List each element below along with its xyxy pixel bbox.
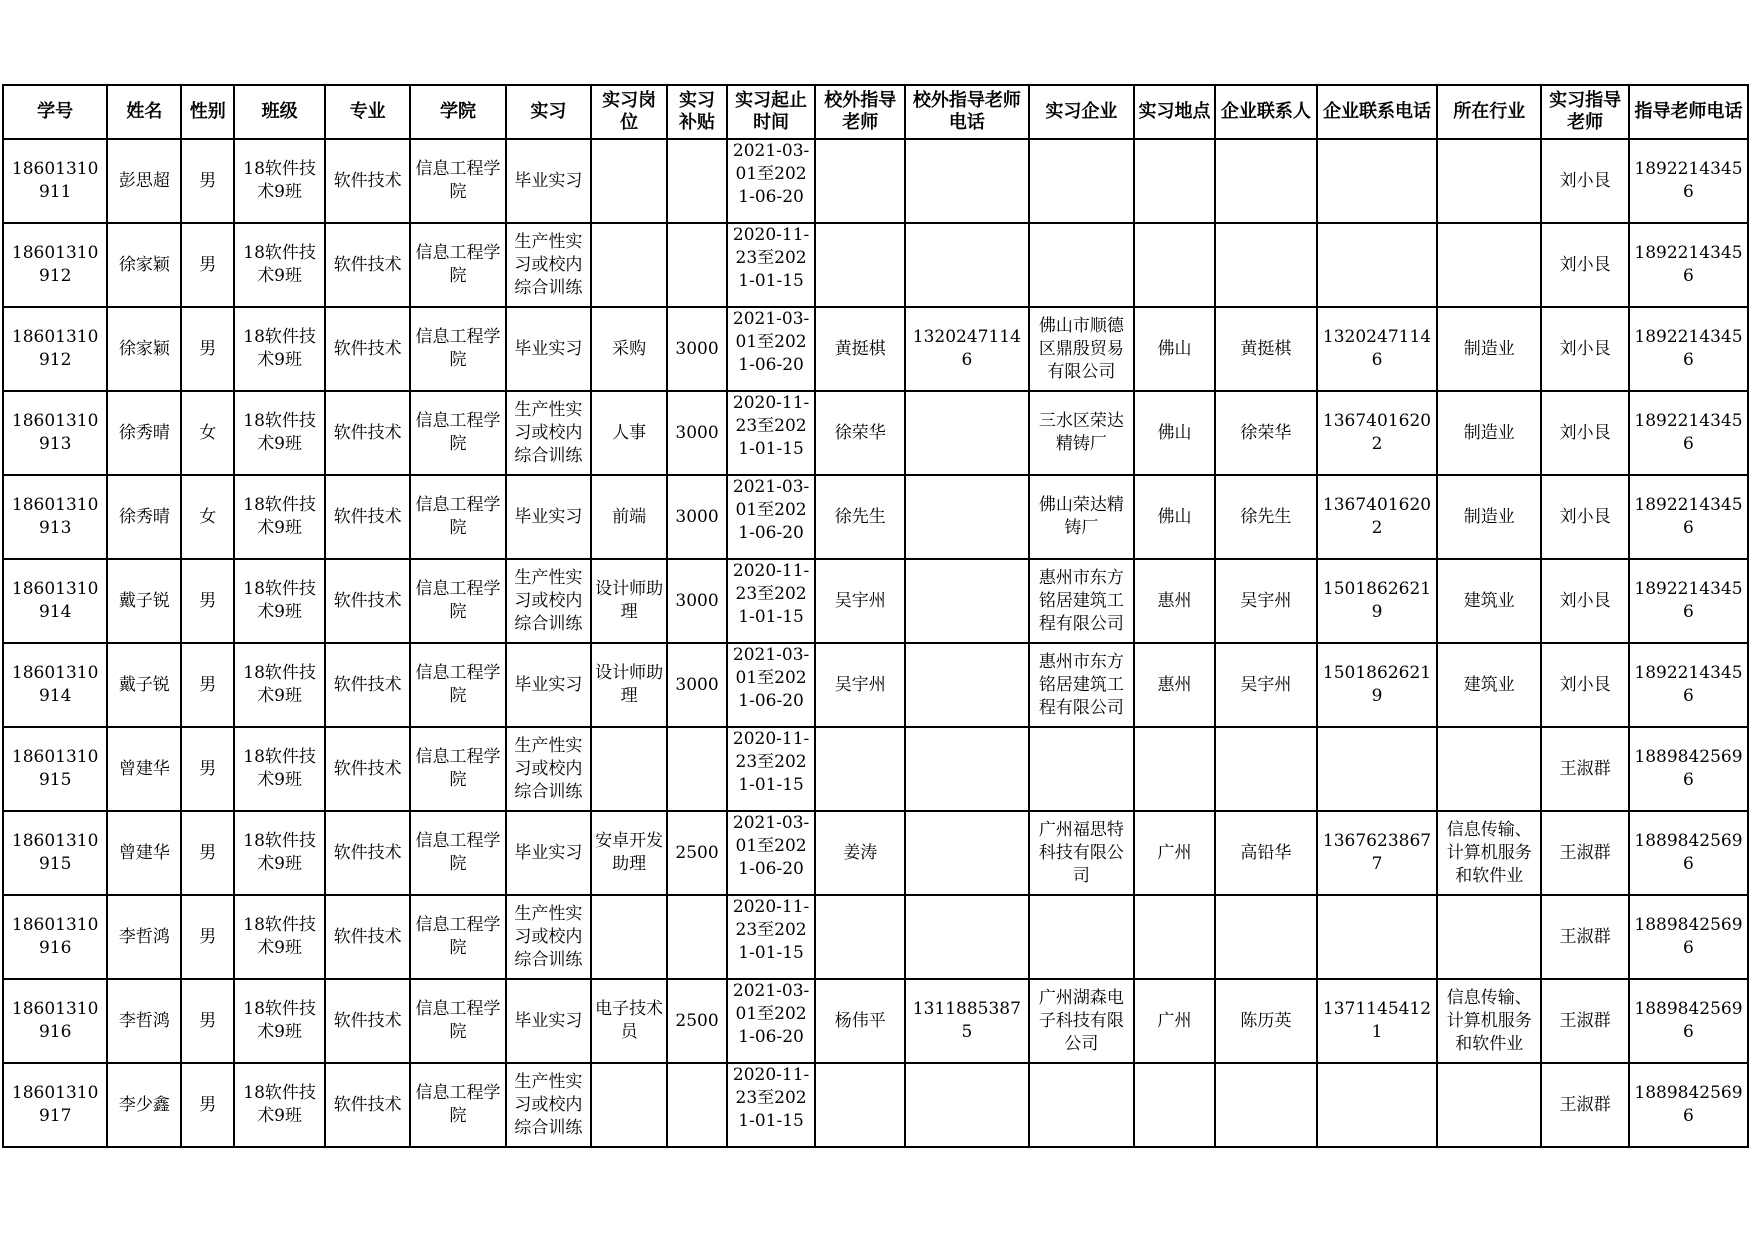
table-header-row (3, 85, 1748, 139)
cell-company-contact: 徐先生 (1215, 475, 1317, 559)
cell-gender: 男 (181, 895, 234, 979)
column-header-company-phone: 企业联系电话 (1317, 85, 1437, 139)
cell-company-contact: 陈历英 (1215, 979, 1317, 1063)
table-row (3, 559, 1748, 643)
cell-location: 广州 (1134, 979, 1215, 1063)
cell-student-id: 18601310912 (3, 307, 107, 391)
cell-college: 信息工程学院 (410, 811, 505, 895)
cell-company: 惠州市东方铭居建筑工程有限公司 (1029, 559, 1134, 643)
cell-location (1134, 895, 1215, 979)
cell-class: 18软件技术9班 (234, 727, 325, 811)
cell-company (1029, 139, 1134, 223)
cell-company: 三水区荣达精铸厂 (1029, 391, 1134, 475)
cell-class: 18软件技术9班 (234, 1063, 325, 1147)
cell-name: 徐秀晴 (107, 475, 181, 559)
cell-name: 李哲鸿 (107, 895, 181, 979)
cell-tutor-phone: 18898425696 (1629, 727, 1748, 811)
cell-name: 曾建华 (107, 811, 181, 895)
cell-major: 软件技术 (325, 895, 410, 979)
cell-name: 戴子锐 (107, 643, 181, 727)
cell-gender: 女 (181, 475, 234, 559)
cell-company-contact (1215, 1063, 1317, 1147)
cell-external-tutor-phone (905, 139, 1028, 223)
cell-industry (1437, 895, 1541, 979)
cell-period: 2021-03-01至2021-06-20 (727, 643, 816, 727)
cell-position (591, 727, 667, 811)
cell-period: 2020-11-23至2021-01-15 (727, 559, 816, 643)
cell-company-phone (1317, 727, 1437, 811)
cell-student-id: 18601310913 (3, 475, 107, 559)
cell-name: 彭思超 (107, 139, 181, 223)
cell-internship-type: 毕业实习 (506, 475, 591, 559)
column-header-company-contact: 企业联系人 (1215, 85, 1317, 139)
cell-student-id: 18601310917 (3, 1063, 107, 1147)
cell-position: 人事 (591, 391, 667, 475)
cell-external-tutor-phone (905, 727, 1028, 811)
cell-internship-type: 生产性实习或校内综合训练 (506, 895, 591, 979)
cell-college: 信息工程学院 (410, 979, 505, 1063)
table-row (3, 223, 1748, 307)
column-header-major: 专业 (325, 85, 410, 139)
cell-external-tutor: 吴宇州 (815, 559, 905, 643)
column-header-name: 姓名 (107, 85, 181, 139)
cell-tutor-phone: 18898425696 (1629, 895, 1748, 979)
cell-student-id: 18601310914 (3, 643, 107, 727)
cell-major: 软件技术 (325, 643, 410, 727)
cell-major: 软件技术 (325, 727, 410, 811)
cell-gender: 男 (181, 979, 234, 1063)
cell-student-id: 18601310913 (3, 391, 107, 475)
cell-tutor-phone: 18922143456 (1629, 307, 1748, 391)
table-body (3, 139, 1748, 1147)
cell-subsidy (667, 223, 726, 307)
cell-industry: 信息传输、计算机服务和软件业 (1437, 811, 1541, 895)
cell-class: 18软件技术9班 (234, 895, 325, 979)
column-header-company: 实习企业 (1029, 85, 1134, 139)
cell-name: 李哲鸿 (107, 979, 181, 1063)
cell-internship-type: 毕业实习 (506, 811, 591, 895)
cell-position (591, 1063, 667, 1147)
cell-internship-type: 毕业实习 (506, 307, 591, 391)
cell-internship-type: 生产性实习或校内综合训练 (506, 727, 591, 811)
cell-subsidy (667, 895, 726, 979)
cell-student-id: 18601310916 (3, 895, 107, 979)
cell-external-tutor: 徐荣华 (815, 391, 905, 475)
cell-major: 软件技术 (325, 475, 410, 559)
cell-gender: 男 (181, 811, 234, 895)
cell-subsidy: 3000 (667, 559, 726, 643)
cell-tutor: 刘小艮 (1541, 643, 1629, 727)
column-header-tutor: 实习指导老师 (1541, 85, 1629, 139)
cell-gender: 男 (181, 1063, 234, 1147)
cell-company-phone: 13674016202 (1317, 391, 1437, 475)
cell-external-tutor-phone (905, 391, 1028, 475)
cell-period: 2021-03-01至2021-06-20 (727, 811, 816, 895)
cell-external-tutor-phone (905, 811, 1028, 895)
cell-company (1029, 1063, 1134, 1147)
cell-class: 18软件技术9班 (234, 811, 325, 895)
cell-location: 佛山 (1134, 475, 1215, 559)
cell-period: 2021-03-01至2021-06-20 (727, 307, 816, 391)
cell-subsidy: 3000 (667, 643, 726, 727)
cell-student-id: 18601310915 (3, 811, 107, 895)
cell-external-tutor (815, 895, 905, 979)
internship-table (2, 84, 1749, 1148)
cell-internship-type: 生产性实习或校内综合训练 (506, 559, 591, 643)
cell-location (1134, 727, 1215, 811)
cell-company-phone: 15018626219 (1317, 643, 1437, 727)
cell-class: 18软件技术9班 (234, 139, 325, 223)
cell-company-contact: 吴宇州 (1215, 643, 1317, 727)
cell-location: 惠州 (1134, 643, 1215, 727)
cell-company-phone: 13202471146 (1317, 307, 1437, 391)
cell-industry: 制造业 (1437, 475, 1541, 559)
column-header-college: 学院 (410, 85, 505, 139)
cell-subsidy: 3000 (667, 307, 726, 391)
cell-student-id: 18601310911 (3, 139, 107, 223)
cell-tutor: 刘小艮 (1541, 307, 1629, 391)
cell-company-phone: 13711454121 (1317, 979, 1437, 1063)
cell-position: 前端 (591, 475, 667, 559)
cell-tutor-phone: 18922143456 (1629, 559, 1748, 643)
cell-class: 18软件技术9班 (234, 307, 325, 391)
cell-gender: 女 (181, 391, 234, 475)
cell-name: 戴子锐 (107, 559, 181, 643)
cell-industry (1437, 727, 1541, 811)
cell-company: 佛山荣达精铸厂 (1029, 475, 1134, 559)
cell-tutor: 王淑群 (1541, 811, 1629, 895)
cell-position: 采购 (591, 307, 667, 391)
cell-college: 信息工程学院 (410, 727, 505, 811)
cell-external-tutor-phone (905, 895, 1028, 979)
cell-company-contact (1215, 223, 1317, 307)
cell-industry: 制造业 (1437, 307, 1541, 391)
cell-period: 2020-11-23至2021-01-15 (727, 391, 816, 475)
cell-subsidy: 2500 (667, 979, 726, 1063)
cell-student-id: 18601310914 (3, 559, 107, 643)
cell-location: 佛山 (1134, 391, 1215, 475)
cell-industry (1437, 223, 1541, 307)
cell-period: 2021-03-01至2021-06-20 (727, 979, 816, 1063)
cell-tutor-phone: 18898425696 (1629, 979, 1748, 1063)
cell-class: 18软件技术9班 (234, 223, 325, 307)
internship-table-sheet (2, 84, 1749, 1148)
column-header-student-id: 学号 (3, 85, 107, 139)
cell-external-tutor: 吴宇州 (815, 643, 905, 727)
cell-company: 佛山市顺德区鼎殷贸易有限公司 (1029, 307, 1134, 391)
cell-tutor-phone: 18922143456 (1629, 223, 1748, 307)
cell-class: 18软件技术9班 (234, 643, 325, 727)
cell-company-phone: 15018626219 (1317, 559, 1437, 643)
cell-industry: 建筑业 (1437, 559, 1541, 643)
table-row (3, 895, 1748, 979)
cell-name: 徐家颖 (107, 307, 181, 391)
cell-major: 软件技术 (325, 559, 410, 643)
table-row (3, 307, 1748, 391)
cell-college: 信息工程学院 (410, 559, 505, 643)
cell-college: 信息工程学院 (410, 307, 505, 391)
table-row (3, 811, 1748, 895)
cell-location (1134, 223, 1215, 307)
cell-company-contact (1215, 139, 1317, 223)
column-header-external-tutor-phone: 校外指导老师电话 (905, 85, 1028, 139)
cell-name: 曾建华 (107, 727, 181, 811)
cell-external-tutor-phone (905, 559, 1028, 643)
cell-industry (1437, 1063, 1541, 1147)
cell-major: 软件技术 (325, 391, 410, 475)
cell-period: 2020-11-23至2021-01-15 (727, 727, 816, 811)
cell-internship-type: 毕业实习 (506, 643, 591, 727)
cell-student-id: 18601310912 (3, 223, 107, 307)
cell-external-tutor (815, 1063, 905, 1147)
cell-internship-type: 毕业实习 (506, 979, 591, 1063)
table-row (3, 643, 1748, 727)
cell-tutor: 刘小艮 (1541, 475, 1629, 559)
cell-location: 佛山 (1134, 307, 1215, 391)
table-row (3, 139, 1748, 223)
cell-external-tutor: 黄挺棋 (815, 307, 905, 391)
cell-student-id: 18601310916 (3, 979, 107, 1063)
column-header-period: 实习起止时间 (727, 85, 816, 139)
cell-tutor: 王淑群 (1541, 1063, 1629, 1147)
cell-external-tutor (815, 223, 905, 307)
column-header-industry: 所在行业 (1437, 85, 1541, 139)
cell-company-phone (1317, 223, 1437, 307)
cell-company-phone: 13676238677 (1317, 811, 1437, 895)
cell-gender: 男 (181, 139, 234, 223)
cell-location (1134, 1063, 1215, 1147)
cell-company-contact (1215, 727, 1317, 811)
cell-internship-type: 毕业实习 (506, 139, 591, 223)
cell-company-contact (1215, 895, 1317, 979)
cell-name: 徐家颖 (107, 223, 181, 307)
cell-tutor: 刘小艮 (1541, 139, 1629, 223)
cell-gender: 男 (181, 643, 234, 727)
column-header-tutor-phone: 指导老师电话 (1629, 85, 1748, 139)
cell-internship-type: 生产性实习或校内综合训练 (506, 391, 591, 475)
cell-external-tutor-phone (905, 1063, 1028, 1147)
cell-company: 广州福思特科技有限公司 (1029, 811, 1134, 895)
cell-tutor-phone: 18898425696 (1629, 1063, 1748, 1147)
cell-tutor-phone: 18922143456 (1629, 475, 1748, 559)
cell-major: 软件技术 (325, 223, 410, 307)
cell-college: 信息工程学院 (410, 475, 505, 559)
cell-college: 信息工程学院 (410, 895, 505, 979)
cell-gender: 男 (181, 307, 234, 391)
table-row (3, 391, 1748, 475)
cell-subsidy: 2500 (667, 811, 726, 895)
cell-gender: 男 (181, 559, 234, 643)
cell-external-tutor-phone (905, 475, 1028, 559)
cell-internship-type: 生产性实习或校内综合训练 (506, 1063, 591, 1147)
cell-class: 18软件技术9班 (234, 559, 325, 643)
cell-company-contact: 吴宇州 (1215, 559, 1317, 643)
cell-tutor: 刘小艮 (1541, 223, 1629, 307)
cell-location: 广州 (1134, 811, 1215, 895)
cell-position (591, 223, 667, 307)
cell-period: 2020-11-23至2021-01-15 (727, 895, 816, 979)
cell-tutor: 王淑群 (1541, 727, 1629, 811)
cell-external-tutor-phone (905, 223, 1028, 307)
cell-name: 李少鑫 (107, 1063, 181, 1147)
cell-company: 广州湖森电子科技有限公司 (1029, 979, 1134, 1063)
cell-major: 软件技术 (325, 811, 410, 895)
cell-external-tutor (815, 139, 905, 223)
cell-subsidy (667, 727, 726, 811)
column-header-position: 实习岗位 (591, 85, 667, 139)
cell-position: 设计师助理 (591, 643, 667, 727)
cell-position (591, 895, 667, 979)
cell-college: 信息工程学院 (410, 643, 505, 727)
cell-tutor-phone: 18922143456 (1629, 643, 1748, 727)
cell-company-phone (1317, 1063, 1437, 1147)
cell-location: 惠州 (1134, 559, 1215, 643)
cell-major: 软件技术 (325, 979, 410, 1063)
cell-company (1029, 895, 1134, 979)
cell-college: 信息工程学院 (410, 223, 505, 307)
cell-college: 信息工程学院 (410, 391, 505, 475)
cell-gender: 男 (181, 727, 234, 811)
column-header-internship-type: 实习 (506, 85, 591, 139)
cell-tutor: 刘小艮 (1541, 391, 1629, 475)
cell-external-tutor: 徐先生 (815, 475, 905, 559)
cell-subsidy: 3000 (667, 391, 726, 475)
cell-tutor-phone: 18922143456 (1629, 391, 1748, 475)
cell-company: 惠州市东方铭居建筑工程有限公司 (1029, 643, 1134, 727)
cell-student-id: 18601310915 (3, 727, 107, 811)
cell-location (1134, 139, 1215, 223)
cell-subsidy (667, 1063, 726, 1147)
cell-tutor: 王淑群 (1541, 895, 1629, 979)
cell-company-contact: 徐荣华 (1215, 391, 1317, 475)
cell-external-tutor-phone: 13118853875 (905, 979, 1028, 1063)
cell-subsidy: 3000 (667, 475, 726, 559)
cell-external-tutor: 姜涛 (815, 811, 905, 895)
cell-college: 信息工程学院 (410, 139, 505, 223)
cell-college: 信息工程学院 (410, 1063, 505, 1147)
cell-external-tutor: 杨伟平 (815, 979, 905, 1063)
cell-tutor-phone: 18922143456 (1629, 139, 1748, 223)
cell-industry: 制造业 (1437, 391, 1541, 475)
cell-major: 软件技术 (325, 1063, 410, 1147)
cell-tutor: 刘小艮 (1541, 559, 1629, 643)
cell-company-contact: 高铅华 (1215, 811, 1317, 895)
column-header-class: 班级 (234, 85, 325, 139)
cell-period: 2020-11-23至2021-01-15 (727, 1063, 816, 1147)
cell-industry: 信息传输、计算机服务和软件业 (1437, 979, 1541, 1063)
cell-major: 软件技术 (325, 307, 410, 391)
table-row (3, 1063, 1748, 1147)
cell-period: 2021-03-01至2021-06-20 (727, 139, 816, 223)
cell-position: 设计师助理 (591, 559, 667, 643)
cell-position: 安卓开发助理 (591, 811, 667, 895)
cell-company-phone (1317, 895, 1437, 979)
column-header-external-tutor: 校外指导老师 (815, 85, 905, 139)
cell-name: 徐秀晴 (107, 391, 181, 475)
cell-position (591, 139, 667, 223)
cell-class: 18软件技术9班 (234, 391, 325, 475)
cell-external-tutor-phone (905, 643, 1028, 727)
cell-subsidy (667, 139, 726, 223)
column-header-location: 实习地点 (1134, 85, 1215, 139)
cell-period: 2020-11-23至2021-01-15 (727, 223, 816, 307)
cell-major: 软件技术 (325, 139, 410, 223)
cell-industry: 建筑业 (1437, 643, 1541, 727)
cell-gender: 男 (181, 223, 234, 307)
cell-class: 18软件技术9班 (234, 979, 325, 1063)
cell-industry (1437, 139, 1541, 223)
cell-external-tutor-phone: 13202471146 (905, 307, 1028, 391)
table-row (3, 979, 1748, 1063)
cell-period: 2021-03-01至2021-06-20 (727, 475, 816, 559)
cell-external-tutor (815, 727, 905, 811)
cell-class: 18软件技术9班 (234, 475, 325, 559)
cell-position: 电子技术员 (591, 979, 667, 1063)
cell-tutor-phone: 18898425696 (1629, 811, 1748, 895)
cell-company (1029, 727, 1134, 811)
column-header-subsidy: 实习补贴 (667, 85, 726, 139)
column-header-gender: 性别 (181, 85, 234, 139)
cell-company-contact: 黄挺棋 (1215, 307, 1317, 391)
cell-company-phone (1317, 139, 1437, 223)
cell-company-phone: 13674016202 (1317, 475, 1437, 559)
table-row (3, 475, 1748, 559)
cell-tutor: 王淑群 (1541, 979, 1629, 1063)
cell-company (1029, 223, 1134, 307)
cell-internship-type: 生产性实习或校内综合训练 (506, 223, 591, 307)
table-row (3, 727, 1748, 811)
